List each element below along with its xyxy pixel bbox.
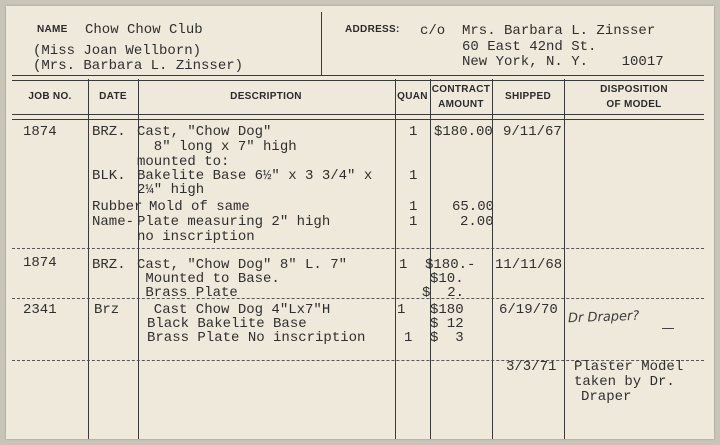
entry-3-job: 2341	[23, 302, 57, 318]
name-line-2: (Miss Joan Wellborn)	[33, 43, 202, 59]
column-header-rule	[12, 114, 704, 120]
entry-3-amount: $180	[430, 302, 464, 318]
col-date: DATE	[99, 91, 127, 102]
entry-1-desc: Cast, "Chow Dog"	[137, 124, 272, 140]
entry-2-amount: $180.-	[425, 257, 476, 273]
address-line-3: New York, N. Y. 10017	[462, 54, 664, 70]
entry-1-desc: mounted to:	[137, 154, 230, 170]
entry-2-job: 1874	[23, 255, 57, 271]
entry-1-job: 1874	[23, 124, 57, 140]
col-description: DESCRIPTION	[230, 91, 302, 102]
entry-3-amount: $ 12	[430, 316, 464, 332]
entry-2-shipped: 11/11/68	[495, 257, 563, 273]
final-disposition-2: taken by Dr.	[574, 374, 675, 390]
col-line	[564, 79, 565, 439]
entry-1-name: Name-	[92, 214, 135, 230]
entry-1-amount: 65.00	[452, 199, 495, 215]
handwritten-dash	[662, 328, 674, 329]
col-amount: AMOUNT	[438, 99, 484, 110]
entry-2-amount: $ 2.	[422, 285, 465, 301]
col-contract: CONTRACT	[431, 84, 491, 95]
name-value: Chow Chow Club	[85, 22, 203, 38]
name-label: NAME	[37, 24, 68, 35]
header-divider	[321, 12, 322, 76]
col-quan: QUAN	[397, 91, 428, 102]
col-disposition: DISPOSITION	[600, 84, 668, 95]
entry-3-disposition-handwritten: Dr Draper?	[567, 308, 640, 327]
entry-1-desc: 8" long x 7" high	[137, 139, 297, 155]
address-line-1: c/o Mrs. Barbara L. Zinsser	[420, 23, 656, 39]
entry-1-desc: no inscription	[137, 229, 255, 245]
entry-3-shipped: 6/19/70	[499, 302, 558, 318]
entry-1-quan: 1	[409, 214, 418, 230]
entry-3-amount: $ 3	[430, 330, 464, 346]
entry-1-desc: 2¼" high	[137, 182, 205, 198]
entry-3-quan: 1	[404, 330, 413, 346]
entry-1-quan: 1	[409, 168, 418, 184]
row-separator	[12, 248, 704, 249]
entry-1-amount: 2.00	[460, 214, 494, 230]
entry-2-desc: Mounted to Base.	[137, 271, 280, 287]
entry-1-desc: Plate measuring 2" high	[137, 214, 331, 230]
entry-1-desc: Mold of same	[149, 199, 250, 215]
entry-3-desc: Black Bakelite Base	[147, 316, 307, 332]
address-line-2: 60 East 42nd St.	[462, 39, 597, 55]
entry-2-quan: 1	[399, 257, 408, 273]
col-line	[395, 79, 396, 439]
header-rule	[12, 75, 704, 81]
entry-1-quan: 1	[409, 124, 418, 140]
entry-1-date: BRZ.	[92, 124, 126, 140]
final-disposition-1: Plaster Model	[574, 359, 684, 375]
entry-2-date: BRZ.	[92, 257, 126, 273]
col-line	[88, 79, 89, 439]
entry-3-date: Brz	[94, 302, 120, 318]
entry-1-rubber: Rubber	[92, 199, 143, 215]
row-separator	[12, 298, 704, 299]
name-line-3: (Mrs. Barbara L. Zinsser)	[33, 58, 244, 74]
entry-3-desc: Brass Plate No inscription	[147, 330, 366, 346]
final-disposition-3: Draper	[581, 389, 632, 405]
entry-2-desc: Cast, "Chow Dog" 8" L. 7"	[137, 257, 348, 273]
col-shipped: SHIPPED	[504, 91, 551, 102]
entry-3-quan: 1	[397, 302, 406, 318]
entry-1-quan: 1	[409, 199, 418, 215]
entry-1-desc: Bakelite Base 6½" x 3 3/4" x	[137, 168, 373, 184]
col-job-no: JOB NO.	[28, 91, 72, 102]
index-card	[6, 6, 714, 439]
entry-2-amount: $10.	[430, 271, 464, 287]
col-of-model: OF MODEL	[606, 99, 662, 110]
final-shipped: 3/3/71	[506, 359, 557, 375]
entry-1-amount: $180.00	[434, 124, 493, 140]
entry-2-desc: Brass Plate	[137, 285, 238, 301]
entry-3-desc: Cast Chow Dog 4"Lx7"H	[137, 302, 331, 318]
entry-1-date-blk: BLK.	[92, 168, 126, 184]
entry-1-shipped: 9/11/67	[503, 124, 562, 140]
address-label: ADDRESS:	[345, 24, 400, 35]
